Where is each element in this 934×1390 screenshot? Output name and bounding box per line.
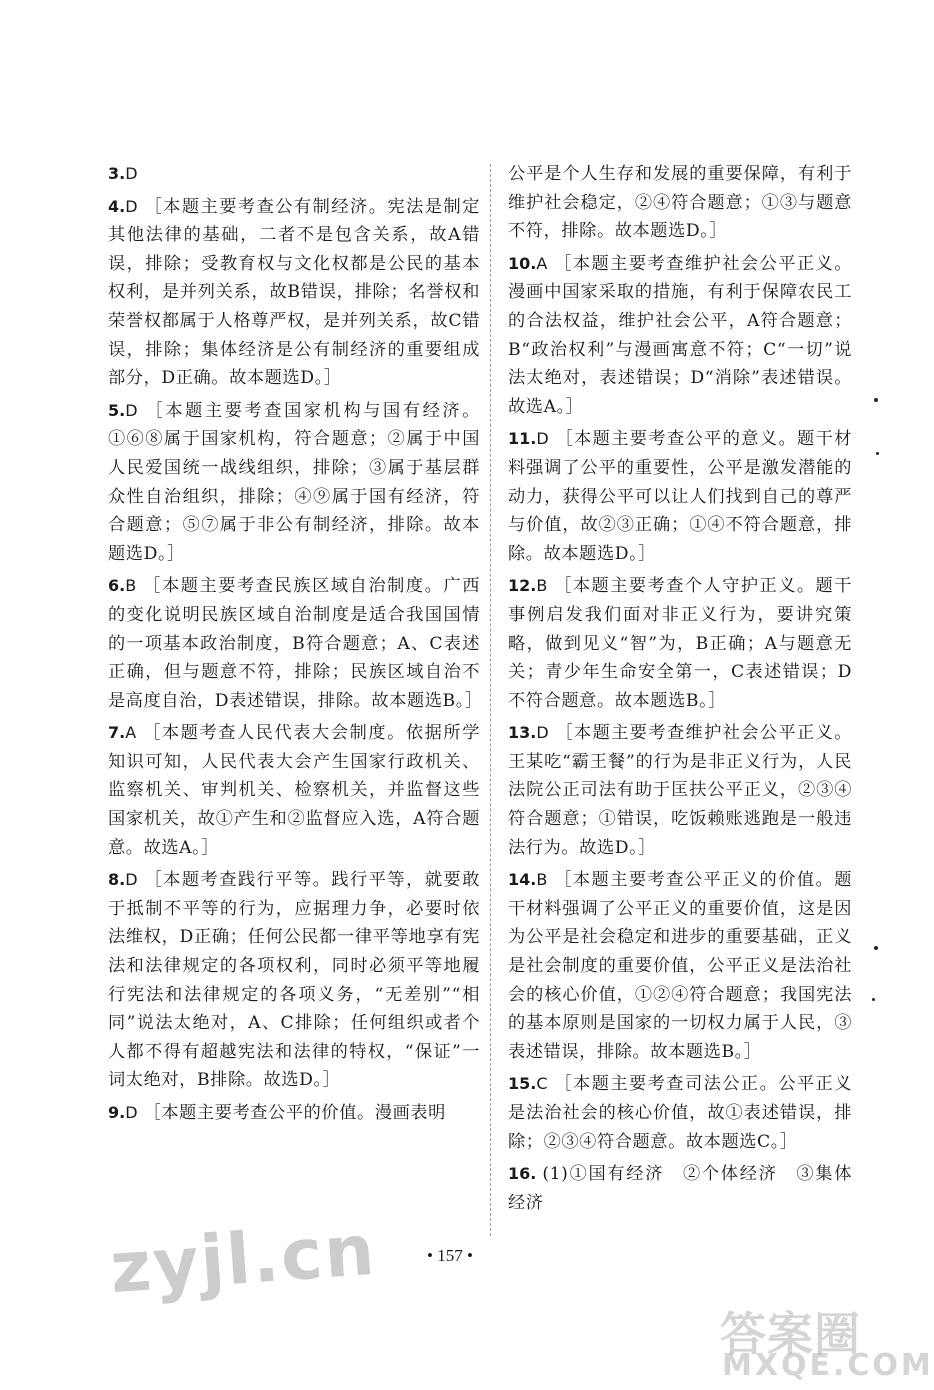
item-number: 3. (108, 164, 126, 183)
item-explanation: (1)①国有经济 ②个体经济 ③集体经济 (508, 1164, 852, 1213)
brand-watermark: 答案圈 (720, 1307, 861, 1361)
item-explanation: ［本题考查践行平等。践行平等，就要敢于抵制不平等的行为，应据理力争，必要时依法维权，D正确；任何公民都一律平等地享有宪法和法律规定的各项权利，同时必须平等地履行宪法和法律规定的各项义务，“无差别”“相同”说法太绝对，A、C排除；任何组织或者个人都不得有超越宪法和法律的特权，“保证”一词太绝对，B排除。故选D。］ (108, 870, 480, 1091)
item-answer: D (125, 196, 138, 216)
item-number: 11. (508, 429, 537, 449)
item-number: 16. (508, 1164, 537, 1184)
item-explanation: ［本题考查人民代表大会制度。依据所学知识可知，人民代表大会产生国家行政机关、监察机关、审判机关、检察机关，并监督这些国家机关，故①产生和②监督应入选，A符合题意。故选A。］ (108, 723, 480, 858)
item-number: 5. (108, 400, 126, 420)
item-explanation: ［本题主要考查维护社会公平正义。漫画中国家采取的措施，有利于保障农民工的合法权益，维护社会公平，A符合题意；B“政治权利”与漫画寓意不符；C“一切”说法太绝对，表述错误；D“消除”表述错误。故选A。］ (508, 253, 852, 417)
item-explanation: ［本题主要考查公平的意义。题干材料强调了公平的重要性，公平是激发潜能的动力，获得公平可以让人们找到自己的尊严与价值，故②③正确；①④不符合题意，排除。故本题选D。］ (508, 429, 852, 564)
answer-item-4 (108, 193, 480, 393)
item-number: 12. (508, 576, 537, 596)
item-answer: D (125, 1103, 138, 1122)
left-column (108, 160, 483, 1132)
item-number: 4. (108, 196, 126, 216)
item-explanation: ［本题主要考查司法公正。公平正义是法治社会的核心价值，故①表述错误，排除；②③④符合题意。故本题选C。］ (508, 1074, 852, 1152)
item-answer: D (536, 429, 549, 449)
item-answer: C (536, 1074, 548, 1094)
item-9-continuation: 公平是个人生存和发展的重要保障，有利于维护社会稳定，②④符合题意；①③与题意不符，排除。故本题选D。］ (508, 164, 852, 242)
item-number: 8. (108, 870, 126, 890)
item-explanation: ［本题主要考查民族区域自治制度。广西的变化说明民族区域自治制度是适合我国国情的一项基本政治制度，B符合题意；A、C表述正确，但与题意不符，排除；民族区域自治不是高度自治，D表述错误，排除。故本题选B。］ (108, 576, 483, 711)
item-answer: D (125, 870, 138, 890)
answer-item-16 (508, 1160, 852, 1217)
item-number: 14. (508, 870, 537, 890)
item-number: 13. (508, 723, 537, 743)
answer-item-5 (108, 397, 480, 569)
answer-item-6 (108, 572, 483, 715)
answer-item-15 (508, 1070, 852, 1156)
item-number: 7. (108, 723, 126, 743)
answer-item-11 (508, 425, 852, 568)
answer-item-9 (108, 1099, 480, 1128)
item-number: 15. (508, 1074, 537, 1094)
scan-speck (874, 398, 878, 402)
item-explanation: ［本题主要考查公平的价值。漫画表明 (143, 1103, 446, 1123)
answer-item-14 (508, 866, 852, 1066)
item-answer: B (536, 576, 548, 596)
item-explanation: ［本题主要考查个人守护正义。题干事例启发我们面对非正义行为，要讲究策略，做到见义“智”为，B正确；A与题意无关；青少年生命安全第一，C表述错误；D不符合题意。故本题选B。］ (508, 576, 852, 711)
item-answer: D (125, 164, 138, 183)
item-answer: A (125, 723, 137, 743)
item-answer: D (125, 400, 138, 420)
item-explanation: ［本题主要考查公有制经济。宪法是制定其他法律的基础，二者不是包含关系，故A错误，排除；受教育权与文化权都是公民的基本权利，是并列关系，故B错误，排除；名誉权和荣誉权都属于人格尊严权，是并列关系，故C错误，排除；集体经济是公有制经济的重要组成部分，D正确。故本题选D。］ (108, 196, 480, 389)
page-number: • 157 • (427, 1246, 473, 1265)
scan-speck (872, 998, 875, 1001)
item-answer: B (125, 576, 137, 596)
scan-speck (874, 946, 878, 950)
item-answer: A (536, 253, 548, 273)
answer-item-8 (108, 866, 480, 1095)
answer-item-10 (508, 250, 852, 422)
column-divider (490, 164, 491, 1236)
brand-url-watermark: MXQE.COM (722, 1348, 934, 1383)
site-watermark: zyjl.cn (107, 1208, 379, 1310)
answer-item-7 (108, 719, 480, 862)
item-explanation: ［本题主要考查国家机构与国有经济。①⑥⑧属于国家机构，符合题意；②属于中国人民爱国统一战线组织，排除；③属于基层群众性自治组织，排除；④⑨属于国有经济，符合题意；⑤⑦属于非公有制经济，排除。故本题选D。］ (108, 400, 480, 564)
item-answer: B (536, 870, 548, 890)
item-number: 9. (108, 1103, 126, 1122)
answer-item-3 (108, 160, 480, 189)
scan-speck (876, 452, 879, 455)
item-answer: D (536, 723, 549, 743)
item-explanation: ［本题主要考查公平正义的价值。题干材料强调了公平正义的重要价值，这是因为公平是社会稳定和进步的重要基础，正义是社会制度的重要价值，公平正义是法治社会的核心价值，①②④符合题意；我国宪法的基本原则是国家的一切权力属于人民，③表述错误，排除。故本题选B。］ (508, 870, 852, 1062)
answer-item-12 (508, 572, 852, 715)
item-number: 10. (508, 253, 537, 273)
item-number: 6. (108, 576, 126, 596)
item-explanation: ［本题主要考查维护社会公平正义。王某吃“霸王餐”的行为是非正义行为，人民法院公正司法有助于匡扶公平正义，②③④符合题意；①错误，吃饭赖账逃跑是一般违法行为。故选D。］ (508, 723, 852, 858)
right-column (508, 160, 852, 1221)
answer-item-13 (508, 719, 852, 862)
